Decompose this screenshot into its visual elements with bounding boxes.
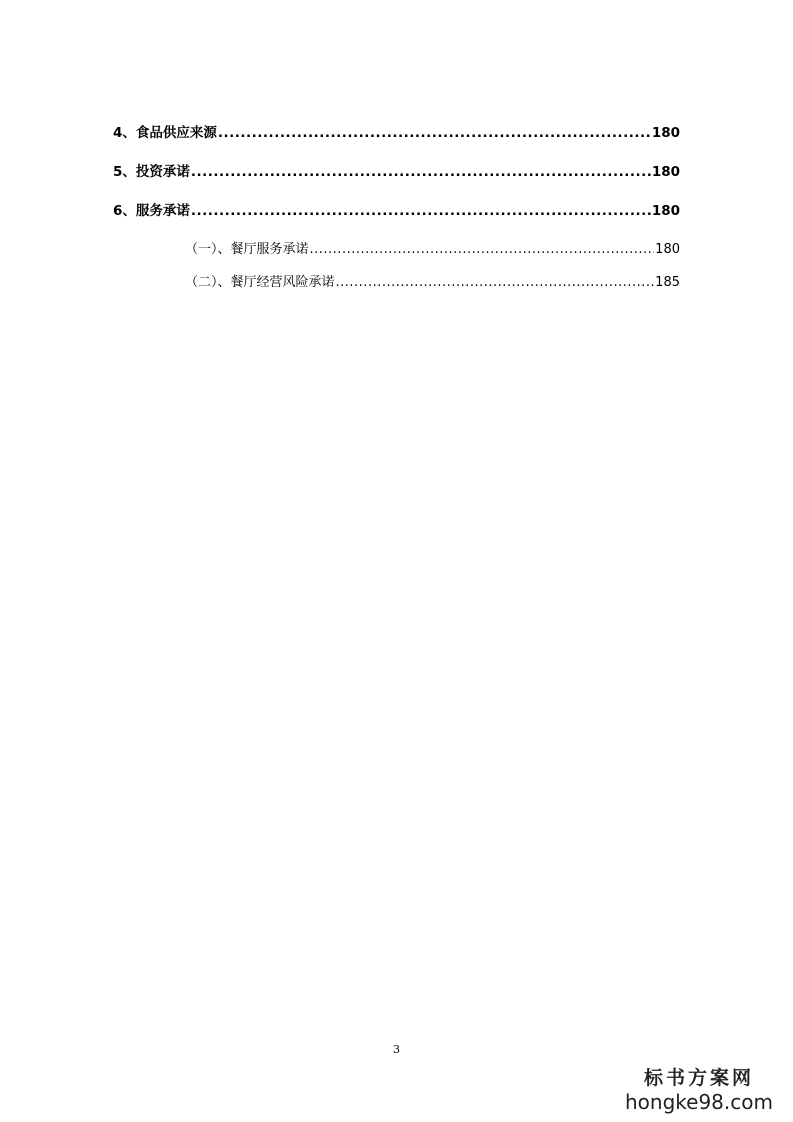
toc-entry-label: 5、投资承诺 — [113, 164, 190, 180]
toc-entry-food-supply[interactable] — [113, 121, 680, 141]
toc-entry-restaurant-service[interactable] — [185, 238, 680, 257]
toc-entry-operating-risk[interactable] — [185, 271, 680, 290]
toc-entry-label: （二）、餐厅经营风险承诺 — [185, 275, 335, 290]
toc-entry-investment[interactable] — [113, 160, 680, 180]
dot-leader — [336, 275, 655, 290]
toc-entry-page: 180 — [655, 242, 680, 257]
toc-entry-label: （一）、餐厅服务承诺 — [185, 242, 309, 257]
toc-entry-page: 185 — [655, 275, 680, 290]
page-number: 3 — [393, 1043, 400, 1056]
dot-leader — [191, 164, 651, 180]
toc-entry-label: 6、服务承诺 — [113, 203, 190, 219]
watermark — [619, 1066, 779, 1114]
dot-leader — [191, 203, 651, 219]
toc-entry-page: 180 — [651, 203, 680, 219]
toc-entry-page: 180 — [651, 164, 680, 180]
toc-entry-label: 4、食品供应来源 — [113, 125, 217, 141]
toc-entry-service[interactable] — [113, 199, 680, 219]
watermark-title: 标书方案网 — [643, 1067, 754, 1089]
toc-entry-page: 180 — [651, 125, 680, 141]
table-of-contents — [0, 0, 793, 300]
dot-leader — [218, 125, 651, 141]
watermark-url: hongke98.com — [625, 1090, 773, 1114]
dot-leader — [310, 242, 655, 257]
